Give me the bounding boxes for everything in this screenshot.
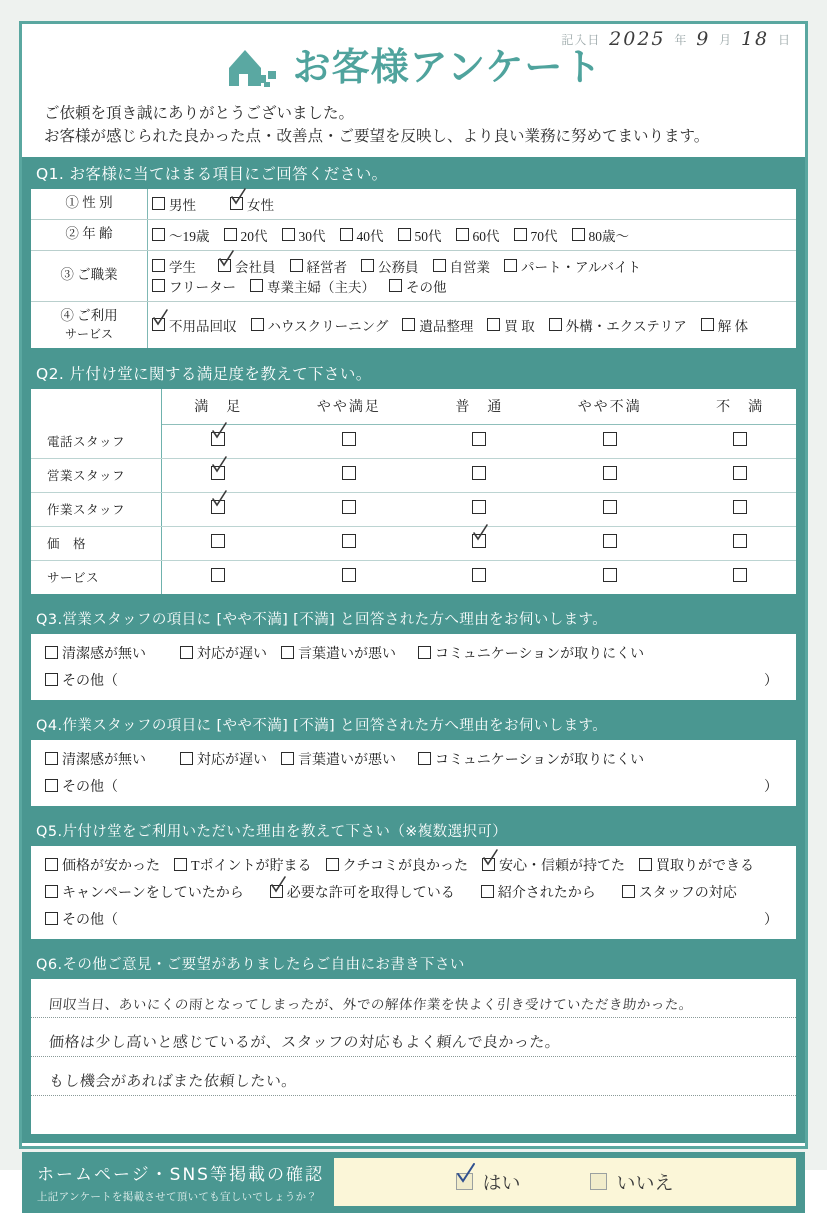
q1-option-1-0-6-label: 70代 [530, 228, 558, 244]
q1-option-line [152, 194, 792, 214]
q6-line-text-1: 価格は少し高いと感じているが、スタッフの対応もよく頼んで良かった。 [48, 1032, 562, 1051]
q5-r1-option-1[interactable] [174, 855, 312, 875]
q2-checkbox-2-3[interactable] [603, 500, 617, 514]
q5-r2-option-2-label: 紹介されたから [497, 885, 596, 901]
q2-checkbox-1-2[interactable] [472, 466, 486, 480]
lead-text [44, 102, 805, 149]
consent-no-label: いいえ [616, 1172, 674, 1195]
q2-row [31, 560, 796, 594]
q1-option-2-0-0[interactable] [152, 256, 196, 276]
q1-option-1-0-0-checkbox[interactable] [152, 228, 165, 241]
q1-option-3-0-1[interactable] [251, 315, 389, 335]
q3-option-2-checkbox[interactable] [281, 646, 294, 659]
q1-row-label: ④ ご利用 サービス [31, 301, 148, 348]
q1-option-3-0-1-checkbox[interactable] [251, 318, 264, 331]
checkmark-icon [211, 491, 228, 508]
q1-option-2-0-5[interactable] [504, 256, 641, 276]
q1-option-1-0-5-label: 60代 [472, 228, 500, 244]
q1-option-2-0-5-label: パート・アルバイト [521, 259, 642, 275]
q2-checkbox-3-1[interactable] [342, 534, 356, 548]
q2-row [31, 492, 796, 526]
q1-option-1-0-4-label: 50代 [414, 228, 442, 244]
q1-option-2-1-2-checkbox[interactable] [389, 279, 402, 292]
q1-heading: Q1. お客様に当てはまる項目にご回答ください。 [22, 157, 805, 189]
q2-checkbox-1-4[interactable] [733, 466, 747, 480]
q1-option-2-0-4[interactable] [433, 256, 491, 276]
q4-option-1-checkbox[interactable] [180, 752, 193, 765]
q1-option-1-0-1[interactable] [224, 225, 268, 245]
lead-line-1: ご依頼を頂き誠にありがとうございました。 [44, 105, 355, 122]
q1-option-2-0-0-label: 学生 [169, 259, 196, 275]
consent-subtitle: 上記アンケートを掲載させて頂いても宜しいでしょうか？ [37, 1191, 318, 1203]
q4-frame [22, 740, 805, 815]
q1-option-3-0-2-checkbox[interactable] [402, 318, 415, 331]
q2-cell-0-1[interactable] [274, 424, 423, 458]
q5-r2 [45, 882, 782, 902]
q5-r2-option-2-checkbox[interactable] [481, 885, 494, 898]
q2-cell-0-0[interactable] [162, 424, 275, 458]
consent-labels [31, 1158, 334, 1206]
q6-line-1[interactable] [31, 1018, 796, 1057]
entry-date-label: 記入日 [561, 33, 601, 47]
q1-row-options [148, 301, 797, 348]
q5-frame [22, 846, 805, 948]
q3-option-0[interactable] [45, 643, 146, 663]
q5-options [31, 846, 796, 939]
q1-frame [22, 189, 805, 357]
q1-option-1-0-1-label: 20代 [240, 228, 268, 244]
q1-option-3-0-3-checkbox[interactable] [487, 318, 500, 331]
q2-column-header-3: やや不満 [535, 389, 684, 425]
q1-row-options [148, 189, 797, 220]
q1-option-1-0-0-label: ～19歳 [169, 228, 210, 244]
q1-option-2-0-3-label: 公務員 [378, 259, 419, 275]
q2-checkbox-4-2[interactable] [472, 568, 486, 582]
q2-row-label: 作業スタッフ [31, 492, 162, 526]
survey-document [19, 21, 808, 1203]
q1-row [31, 189, 796, 220]
q5-r1-option-0-label: 価格が安かった [62, 858, 160, 874]
q5-other-close: ） [764, 912, 778, 928]
entry-date [561, 28, 791, 50]
q1-option-1-0-3-label: 40代 [356, 228, 384, 244]
consent-title: ホームページ・SNS等掲載の確認 [37, 1164, 324, 1185]
q2-cell-1-2[interactable] [423, 458, 535, 492]
q2-cell-4-3[interactable] [535, 560, 684, 594]
q6-line-text-2: もし機会があればまた依頼したい。 [48, 1071, 298, 1090]
q1-option-3-0-4-label: 外構・エクステリア [565, 318, 687, 334]
q6-line-3[interactable] [31, 1096, 796, 1134]
q5-r1-option-4-checkbox[interactable] [639, 858, 652, 871]
checkmark-icon [152, 310, 169, 327]
q5-other-row [45, 909, 782, 929]
consent-no-option[interactable] [590, 1168, 673, 1195]
q4-other-label: その他（ [62, 779, 118, 795]
checkmark-icon [211, 457, 228, 474]
q2-cell-3-2[interactable] [423, 526, 535, 560]
q4-other-checkbox[interactable] [45, 779, 58, 792]
q4-option-0-label: 清潔感が無い [62, 752, 146, 768]
q4-option-3-checkbox[interactable] [418, 752, 431, 765]
q1-option-line [152, 315, 792, 335]
q5-r1-option-2-checkbox[interactable] [326, 858, 339, 871]
q1-option-2-0-4-label: 自営業 [449, 259, 490, 275]
q2-checkbox-0-3[interactable] [603, 432, 617, 446]
q1-option-2-1-1-label: 専業主婦（主夫） [266, 279, 375, 295]
q1-row-label: ② 年 齢 [31, 219, 148, 250]
q1-option-1-0-7-checkbox[interactable] [572, 228, 585, 241]
q5-r2-option-1-label: 必要な許可を取得している [286, 885, 455, 901]
q5-heading: Q5.片付け堂をご利用いただいた理由を教えて下さい（※複数選択可） [22, 815, 805, 846]
q1-option-2-1-1-checkbox[interactable] [250, 279, 263, 292]
q5-r1-option-4[interactable] [639, 855, 754, 875]
q1-option-line [152, 256, 792, 276]
q1-option-3-0-0-label: 不用品回収 [169, 318, 237, 334]
q1-option-2-0-4-checkbox[interactable] [433, 259, 446, 272]
q1-table [31, 189, 796, 348]
q1-option-0-0-0-checkbox[interactable] [152, 197, 165, 210]
q6-freetext [31, 979, 796, 1134]
q2-checkbox-2-4[interactable] [733, 500, 747, 514]
q6-frame [22, 979, 805, 1143]
q1-option-1-0-2-label: 30代 [298, 228, 326, 244]
q1-option-line [152, 276, 792, 296]
q1-option-3-0-4[interactable] [549, 315, 687, 335]
q1-option-1-0-7[interactable] [572, 225, 630, 245]
q1-option-0-0-0[interactable] [152, 194, 196, 214]
q5-other-checkbox[interactable] [45, 912, 58, 925]
q5-r1-option-3-checkbox[interactable] [482, 858, 495, 871]
q5-r1-option-0[interactable] [45, 855, 160, 875]
q2-cell-0-2[interactable] [423, 424, 535, 458]
checkmark-icon [482, 850, 499, 867]
q1-option-1-0-6[interactable] [514, 225, 558, 245]
q2-checkbox-0-1[interactable] [342, 432, 356, 446]
q2-checkbox-4-1[interactable] [342, 568, 356, 582]
q2-cell-0-4[interactable] [684, 424, 796, 458]
q2-column-header-4: 不 満 [684, 389, 796, 425]
q5-r1-option-1-checkbox[interactable] [174, 858, 187, 871]
entry-date-month: 9 [696, 28, 711, 50]
q2-checkbox-1-1[interactable] [342, 466, 356, 480]
q4-option-2-label: 言葉遣いが悪い [298, 752, 396, 768]
q4-other-row [45, 776, 782, 796]
q1-option-2-0-2-label: 経営者 [306, 259, 347, 275]
q5-r1-option-3[interactable] [482, 855, 625, 875]
title-row [22, 46, 805, 88]
q1-row-label: ③ ご職業 [31, 250, 148, 301]
q5-r2-option-3-checkbox[interactable] [622, 885, 635, 898]
q2-cell-2-2[interactable] [423, 492, 535, 526]
q1-option-0-0-1-checkbox[interactable] [230, 197, 243, 210]
q2-cell-3-3[interactable] [535, 526, 684, 560]
q5-r2-option-3[interactable] [622, 882, 737, 902]
q5-r1-option-4-label: 買取りができる [656, 858, 755, 874]
q4-option-3-label: コミュニケーションが取りにくい [435, 752, 645, 768]
q6-line-2[interactable] [31, 1057, 796, 1096]
q1-option-2-1-2-label: その他 [405, 279, 447, 295]
q2-checkbox-2-2[interactable] [472, 500, 486, 514]
q5-r1-option-2-label: クチコミが良かった [342, 858, 469, 874]
q1-option-1-0-5[interactable] [456, 225, 500, 245]
q2-cell-3-4[interactable] [684, 526, 796, 560]
q2-cell-4-1[interactable] [274, 560, 423, 594]
q1-option-3-0-3[interactable] [487, 315, 534, 335]
checkmark-icon [270, 877, 287, 894]
q5-r1-option-1-label: Tポイントが貯まる [191, 858, 312, 874]
q1-option-3-0-1-label: ハウスクリーニング [267, 318, 389, 334]
q2-cell-3-0[interactable] [162, 526, 275, 560]
q3-other-row [45, 670, 782, 690]
q2-checkbox-1-3[interactable] [603, 466, 617, 480]
q2-checkbox-2-1[interactable] [342, 500, 356, 514]
q3-option-3[interactable] [418, 643, 644, 663]
q1-option-2-1-0-checkbox[interactable] [152, 279, 165, 292]
q2-checkbox-3-4[interactable] [733, 534, 747, 548]
q5-r2-option-1-checkbox[interactable] [270, 885, 283, 898]
consent-no-checkbox[interactable] [590, 1173, 607, 1190]
q1-option-3-0-5[interactable] [701, 315, 748, 335]
q4-option-2[interactable] [281, 749, 396, 769]
q1-option-1-0-2-checkbox[interactable] [282, 228, 295, 241]
q2-checkbox-4-4[interactable] [733, 568, 747, 582]
q1-option-2-0-5-checkbox[interactable] [504, 259, 517, 272]
q1-row-options [148, 250, 797, 301]
q6-line-text-0: 回収当日、あいにくの雨となってしまったが、外での解体作業を快よく引き受けていただき助かった。 [48, 996, 694, 1013]
q1-row-label: ① 性 別 [31, 189, 148, 220]
q1-option-1-0-0[interactable] [152, 225, 210, 245]
q4-options [31, 740, 796, 806]
entry-date-month-unit: 月 [719, 33, 733, 47]
q2-row [31, 458, 796, 492]
q5-r2-option-3-label: スタッフの対応 [638, 885, 737, 901]
q1-option-3-0-0-checkbox[interactable] [152, 318, 165, 331]
q1-option-1-0-6-checkbox[interactable] [514, 228, 527, 241]
q1-option-3-0-2-label: 遺品整理 [419, 318, 474, 334]
q1-row-options [148, 219, 797, 250]
q5-r2-option-1[interactable] [270, 882, 455, 902]
q1-option-1-0-1-checkbox[interactable] [224, 228, 237, 241]
q3-option-2-label: 言葉遣いが悪い [298, 646, 396, 662]
q2-cell-2-0[interactable] [162, 492, 275, 526]
q6-heading: Q6.その他ご意見・ご要望がありましたらご自由にお書き下さい [22, 948, 805, 979]
q2-cell-1-0[interactable] [162, 458, 275, 492]
q2-cell-2-3[interactable] [535, 492, 684, 526]
checkmark-icon [211, 423, 228, 440]
q2-checkbox-3-2[interactable] [472, 534, 486, 548]
consent-yes-option[interactable] [456, 1168, 520, 1195]
q2-cell-1-3[interactable] [535, 458, 684, 492]
q1-option-2-1-2[interactable] [389, 276, 447, 296]
q3-other[interactable] [45, 670, 118, 690]
q5-r2-option-0-checkbox[interactable] [45, 885, 58, 898]
q1-option-line [152, 225, 792, 245]
entry-date-day-unit: 日 [777, 33, 791, 47]
q2-row-label: 電話スタッフ [31, 424, 162, 458]
q3-option-1-label: 対応が遅い [197, 646, 267, 662]
q4-option-1[interactable] [180, 749, 267, 769]
q1-option-1-0-3-checkbox[interactable] [340, 228, 353, 241]
q4-other[interactable] [45, 776, 118, 796]
q3-other-checkbox[interactable] [45, 673, 58, 686]
q1-option-1-0-4-checkbox[interactable] [398, 228, 411, 241]
q1-option-2-0-1-checkbox[interactable] [218, 259, 231, 272]
house-icon [225, 46, 279, 88]
q5-other-label: その他（ [62, 912, 118, 928]
q3-options [31, 634, 796, 700]
q3-other-label: その他（ [62, 673, 118, 689]
q4-option-2-checkbox[interactable] [281, 752, 294, 765]
q2-checkbox-1-0[interactable] [211, 466, 225, 480]
q3-option-3-label: コミュニケーションが取りにくい [435, 646, 645, 662]
q4-heading: Q4.作業スタッフの項目に [やや不満] [不満] と回答された方へ理由をお伺いします。 [22, 709, 805, 740]
q1-option-2-0-2[interactable] [290, 256, 348, 276]
q4-option-0[interactable] [45, 749, 146, 769]
q5-r1 [45, 855, 782, 875]
q2-heading: Q2. 片付け堂に関する満足度を教えて下さい。 [22, 357, 805, 389]
q1-row [31, 250, 796, 301]
q1-option-2-0-2-checkbox[interactable] [290, 259, 303, 272]
checkmark-icon [472, 525, 489, 542]
q4-option-0-checkbox[interactable] [45, 752, 58, 765]
q3-option-2[interactable] [281, 643, 396, 663]
q5-r1-option-2[interactable] [326, 855, 468, 875]
q2-checkbox-4-3[interactable] [603, 568, 617, 582]
q3-option-1[interactable] [180, 643, 267, 663]
q2-row-label: サービス [31, 560, 162, 594]
checkmark-icon [230, 189, 247, 206]
q2-checkbox-3-3[interactable] [603, 534, 617, 548]
q1-option-3-0-5-label: 解 体 [717, 318, 749, 334]
q2-row-label: 営業スタッフ [31, 458, 162, 492]
q5-r2-option-0-label: キャンペーンをしていたから [62, 885, 244, 901]
q1-option-3-0-4-checkbox[interactable] [549, 318, 562, 331]
page-title: お客様アンケート [292, 45, 603, 89]
consent-choices [334, 1158, 796, 1206]
q1-option-2-1-0-label: フリーター [169, 279, 236, 295]
q2-corner-cell [31, 389, 162, 425]
q1-option-3-0-3-label: 買 取 [504, 318, 535, 334]
q1-option-1-0-5-checkbox[interactable] [456, 228, 469, 241]
q6-line-0[interactable] [31, 979, 796, 1018]
q1-option-1-0-2[interactable] [282, 225, 326, 245]
q1-option-2-0-3[interactable] [361, 256, 419, 276]
q5-r2-option-2[interactable] [481, 882, 596, 902]
q2-column-header-1: やや満足 [274, 389, 423, 425]
entry-date-day: 18 [740, 28, 770, 50]
q2-cell-4-4[interactable] [684, 560, 796, 594]
q2-column-header-0: 満 足 [162, 389, 275, 425]
q3-heading: Q3.営業スタッフの項目に [やや不満] [不満] と回答された方へ理由をお伺いします。 [22, 603, 805, 634]
consent-yes-checkbox[interactable] [456, 1173, 473, 1190]
q1-option-2-1-1[interactable] [250, 276, 375, 296]
q2-cell-3-1[interactable] [274, 526, 423, 560]
q2-checkbox-0-2[interactable] [472, 432, 486, 446]
q2-cell-0-3[interactable] [535, 424, 684, 458]
q1-option-2-0-1[interactable] [218, 256, 276, 276]
q2-checkbox-4-0[interactable] [211, 568, 225, 582]
q1-option-3-0-0[interactable] [152, 315, 237, 335]
document-header [22, 24, 805, 157]
q4-option-row [45, 749, 782, 769]
entry-date-year-unit: 年 [674, 33, 688, 47]
q4-other-close: ） [764, 779, 778, 795]
q3-option-row [45, 643, 782, 663]
q2-checkbox-2-0[interactable] [211, 500, 225, 514]
q1-option-2-0-1-label: 会社員 [235, 259, 276, 275]
q2-checkbox-3-0[interactable] [211, 534, 225, 548]
q1-row [31, 301, 796, 348]
q3-option-3-checkbox[interactable] [418, 646, 431, 659]
q2-checkbox-0-4[interactable] [733, 432, 747, 446]
q1-option-2-0-0-checkbox[interactable] [152, 259, 165, 272]
q2-cell-1-4[interactable] [684, 458, 796, 492]
q1-option-0-0-0-label: 男性 [169, 197, 196, 213]
q1-option-3-0-2[interactable] [402, 315, 473, 335]
q2-frame [22, 389, 805, 603]
q2-checkbox-0-0[interactable] [211, 432, 225, 446]
q1-option-0-0-1[interactable] [230, 194, 274, 214]
q2-row [31, 526, 796, 560]
q2-cell-1-1[interactable] [274, 458, 423, 492]
q3-option-0-label: 清潔感が無い [62, 646, 146, 662]
q2-cell-4-2[interactable] [423, 560, 535, 594]
q1-option-1-0-4[interactable] [398, 225, 442, 245]
entry-date-year: 2025 [609, 28, 666, 50]
q3-option-0-checkbox[interactable] [45, 646, 58, 659]
consent-yes-label: はい [482, 1172, 521, 1195]
checkmark-icon [455, 1162, 477, 1184]
q2-column-header-2: 普 通 [423, 389, 535, 425]
q2-cell-2-4[interactable] [684, 492, 796, 526]
q2-row-label: 価 格 [31, 526, 162, 560]
q1-option-2-1-0[interactable] [152, 276, 236, 296]
q2-cell-2-1[interactable] [274, 492, 423, 526]
checkmark-icon [218, 251, 235, 268]
q3-option-1-checkbox[interactable] [180, 646, 193, 659]
q1-option-2-0-3-checkbox[interactable] [361, 259, 374, 272]
q5-r1-option-3-label: 安心・信頼が持てた [499, 858, 626, 874]
q1-option-1-0-7-label: 80歳～ [588, 228, 629, 244]
q5-r1-option-0-checkbox[interactable] [45, 858, 58, 871]
q5-other[interactable] [45, 909, 118, 929]
q2-cell-4-0[interactable] [162, 560, 275, 594]
q3-other-close: ） [764, 673, 778, 689]
q5-r2-option-0[interactable] [45, 882, 244, 902]
q2-matrix [31, 389, 796, 594]
q4-option-1-label: 対応が遅い [197, 752, 267, 768]
q1-option-0-0-1-label: 女性 [247, 197, 274, 213]
q1-option-1-0-3[interactable] [340, 225, 384, 245]
q1-option-3-0-5-checkbox[interactable] [701, 318, 714, 331]
lead-line-2: お客様が感じられた良かった点・改善点・ご要望を反映し、より良い業務に努めてまいります。 [44, 128, 710, 146]
publication-consent [22, 1152, 805, 1213]
q2-row [31, 424, 796, 458]
q3-frame [22, 634, 805, 709]
q1-row [31, 219, 796, 250]
q4-option-3[interactable] [418, 749, 644, 769]
